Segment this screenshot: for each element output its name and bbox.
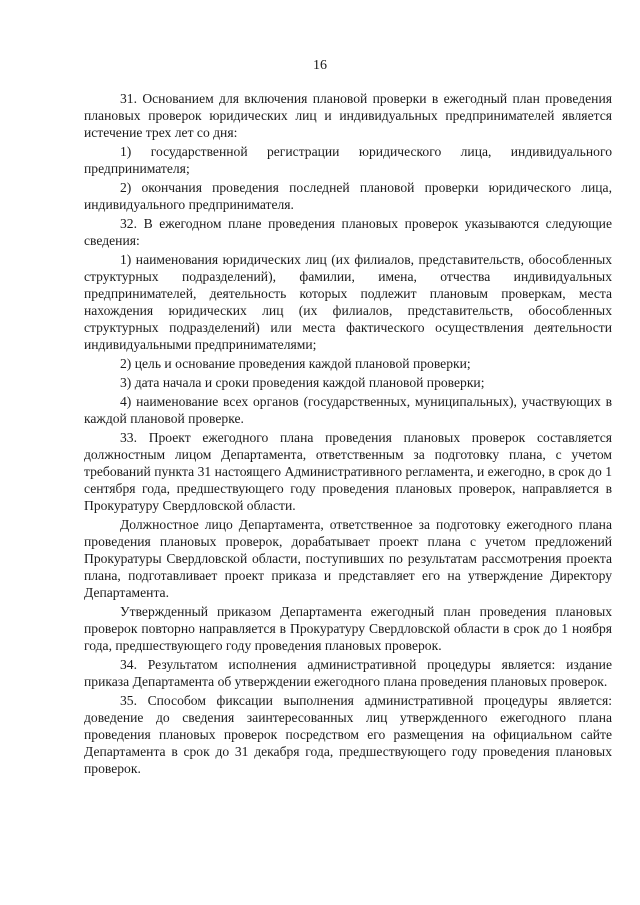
paragraph-31-item-1: 1) государственной регистрации юридического лица, индивидуального предпринимателя;: [84, 144, 612, 176]
page-number: 16: [313, 58, 327, 73]
paragraph-33-responsible: Должностное лицо Департамента, ответственное за подготовку ежегодного плана проведения плановых проверок, дорабатывает проект плана с учетом предложений Прокуратуры Свердловской области, поступивших по результатам рассмотрения проекта плана, подготавливает проект приказа и представляет его на утверждение Директору Департамента.: [84, 517, 612, 600]
paragraph-32: 32. В ежегодном плане проведения плановых проверок указываются следующие сведения:: [84, 216, 612, 248]
document-body: [84, 90, 612, 779]
paragraph-32-item-3: 3) дата начала и сроки проведения каждой плановой проверки;: [120, 375, 485, 390]
paragraph-31: 31. Основанием для включения плановой проверки в ежегодный план проведения плановых проверок юридических лиц и индивидуальных предпринимателей является истечение трех лет со дня:: [84, 91, 612, 140]
paragraph-34: 34. Результатом исполнения административной процедуры является: издание приказа Департамента об утверждении ежегодного плана проведения плановых проверок.: [84, 657, 612, 689]
paragraph-33: 33. Проект ежегодного плана проведения плановых проверок составляется должностным лицом Департамента, ответственным за подготовку плана, с учетом требований пункта 31 настоящего Административного регламента, и ежегодно, в срок до 1 сентября года, предшествующего году проведения плановых проверок, направляется в Прокуратуру Свердловской области.: [84, 430, 612, 513]
paragraph-32-item-2: 2) цель и основание проведения каждой плановой проверки;: [120, 356, 471, 371]
paragraph-33-approved: Утвержденный приказом Департамента ежегодный план проведения плановых проверок повторно направляется в Прокуратуру Свердловской области в срок до 1 ноября года, предшествующего году проведения плановых проверок.: [84, 604, 612, 653]
paragraph-35: 35. Способом фиксации выполнения административной процедуры является: доведение до сведения заинтересованных лиц утвержденного ежегодного плана проведения плановых проверок посредством его размещения на официальном сайте Департамента в срок до 31 декабря года, предшествующего году проведения плановых проверок.: [84, 693, 612, 776]
paragraph-32-item-4: 4) наименование всех органов (государственных, муниципальных), участвующих в каждой плановой проверке.: [84, 394, 612, 426]
paragraph-32-item-1: 1) наименования юридических лиц (их филиалов, представительств, обособленных структурных подразделений), фамилии, имена, отчества индивидуальных предпринимателей, деятельность которых подлежит плановым проверкам, места нахождения юридических лиц (их филиалов, представительств, обособленных структурных подразделений) или места фактического осуществления деятельности индивидуальными предпринимателями;: [84, 252, 612, 352]
paragraph-31-item-2: 2) окончания проведения последней плановой проверки юридического лица, индивидуального предпринимателя.: [84, 180, 612, 212]
